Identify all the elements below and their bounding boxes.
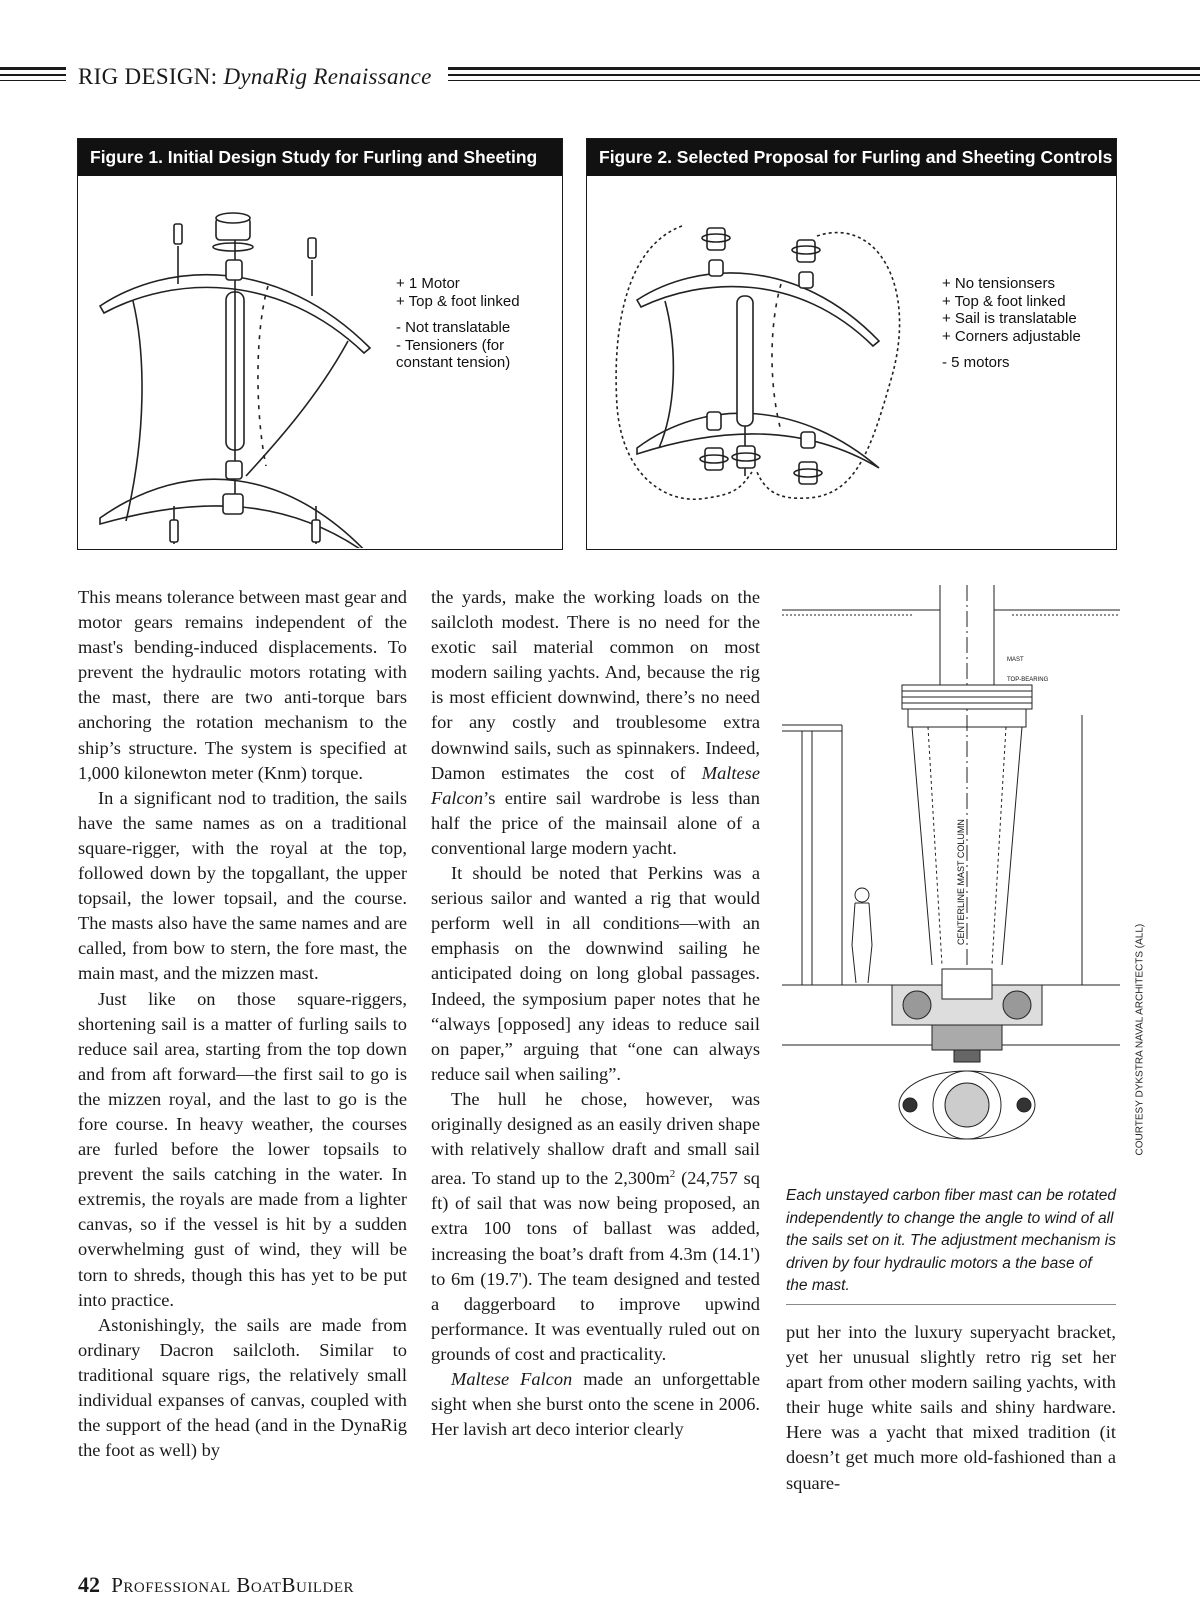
figure-2-caption: Figure 2. Selected Proposal for Furling and Sheeting Controls bbox=[587, 139, 1116, 176]
text-run: made an unforgettable sight when she burst onto the scene in 2006. Her lavish art deco interior clearly bbox=[431, 1369, 761, 1440]
paragraph: Just like on those square-riggers, shortening sail is a matter of furling sails to reduce sail area, starting from the top down and from aft forward—the first sail to go is the mizzen royal, and the last to go is the fore course. In heavy weather, the courses are furled before the lower topsails to prevent the sails catching in the water. In extremis, the royals are made from a lighter canvas, so if the vessel is hit by a sudden overwhelming gust of wind, they will be torn to shreds, though this has yet to be put into practice. bbox=[78, 988, 407, 1310]
text-run: ’s entire sail wardrobe is less than half the price of the mainsail alone of a conventional large modern yacht. bbox=[431, 787, 760, 858]
text-run: the yards, make the working loads on the sailcloth modest. There is no need for the exotic sail material common on most modern sailing yachts. And, because the rig is most efficient downwind, there’s no need for any costly and troublesome extra downwind sails, such as spinnakers. Indeed, Damon estimates the cost of bbox=[431, 587, 760, 783]
figure-2-notes bbox=[942, 275, 1081, 372]
header-rule-right-3 bbox=[448, 80, 1200, 81]
header-rule-right bbox=[448, 67, 1200, 70]
text-run: (24,757 sq ft) of sail that was now being proposed, an extra 100 tons of ballast was added, increasing the boat’s draft from 4.3m (14.1') to 6m (19.7'). The team designed and tested a daggerboard to improve upwind performance. It was eventually ruled out on grounds of cost and practicality. bbox=[431, 1168, 761, 1364]
figure-1 bbox=[77, 138, 563, 550]
mast-base-drawing bbox=[782, 585, 1120, 1167]
vessel-name: Maltese Falcon bbox=[451, 1369, 573, 1390]
text-run: The hull he chose, however, was originally designed as an easily driven shape with relatively shallow draft and small sail area. To stand up to the 2,300m bbox=[431, 1088, 760, 1189]
note: + Sail is translatable bbox=[942, 310, 1077, 327]
note: - Not translatable bbox=[396, 319, 511, 336]
note-gap bbox=[396, 310, 520, 319]
note: + Corners adjustable bbox=[942, 327, 1081, 345]
note: + No tensionsers bbox=[942, 275, 1055, 292]
paragraph bbox=[431, 585, 760, 861]
header-rule-left bbox=[0, 67, 66, 70]
figure-1-notes bbox=[396, 275, 520, 372]
note: constant tension) bbox=[396, 354, 511, 371]
text-column-2 bbox=[431, 585, 760, 1442]
figure-caption: Each unstayed carbon fiber mast can be rotated independently to change the angle to wind of all the sails set on it. The adjustment mechanism is driven by four hydraulic motors a the base of the mast. bbox=[786, 1187, 1117, 1294]
header-title bbox=[78, 64, 432, 90]
paragraph: put her into the luxury superyacht bracket, yet her unusual slightly retro rig set her apart from other modern sailing yachts, with their huge white sails and shiny hardware. Here was a yacht that mixed tradition (it doesn’t get much more old-fashioned than a square- bbox=[786, 1322, 1116, 1493]
figure-1-sail-drawing bbox=[78, 176, 388, 548]
section-label: RIG DESIGN: bbox=[78, 64, 218, 89]
text-column-3 bbox=[786, 1320, 1116, 1496]
note: + Top & foot linked bbox=[942, 292, 1066, 310]
page-number: 42 bbox=[78, 1572, 100, 1597]
photo-credit bbox=[1130, 923, 1146, 1160]
figure-2-sail-drawing bbox=[587, 176, 917, 548]
paragraph bbox=[431, 1367, 760, 1442]
top-bearing-label: TOP-BEARING bbox=[1007, 677, 1049, 683]
note-gap bbox=[942, 345, 1081, 354]
note: + 1 Motor bbox=[396, 275, 460, 292]
page-footer bbox=[78, 1572, 354, 1598]
note: - 5 motors bbox=[942, 354, 1010, 371]
header-rule-left-2 bbox=[0, 74, 66, 76]
caption-rule bbox=[786, 1304, 1116, 1305]
header-rule-left-3 bbox=[0, 80, 66, 81]
header-rule-right-2 bbox=[448, 74, 1200, 76]
section-subtitle: DynaRig Renaissance bbox=[223, 64, 432, 89]
note: - Tensioners (for bbox=[396, 336, 505, 354]
text-column-1 bbox=[78, 585, 407, 1463]
paragraph: This means tolerance between mast gear and motor gears remains independent of the mast's bending-induced displacements. To prevent the hydraulic motors rotating with the mast, there are two anti-torque bars anchoring the rotation mechanism to the ship’s structure. The system is specified at 1,000 kilonewton meter (Knm) torque. bbox=[78, 587, 407, 783]
paragraph: It should be noted that Perkins was a serious sailor and wanted a rig that would perform well in all conditions—with an emphasis on the downwind sailing he anticipated doing on long global passages. Indeed, the symposium paper notes that he “always [opposed] any ideas to reduce sail on paper,” arguing that “one can always reduce sail when sailing”. bbox=[431, 863, 760, 1084]
publication-name: Professional BoatBuilder bbox=[111, 1573, 355, 1597]
paragraph: Astonishingly, the sails are made from ordinary Dacron sailcloth. Similar to traditional square rigs, the relatively small individual expanses of canvas, coupled with the support of the head (and in the DynaRig the foot as well) by bbox=[78, 1314, 407, 1461]
vessel-name: Maltese Falcon bbox=[431, 762, 760, 808]
figure-2 bbox=[586, 138, 1117, 550]
paragraph bbox=[431, 1087, 760, 1367]
paragraph: In a significant nod to tradition, the sails have the same names as on a traditional square-rigger, with the royal at the top, followed down by the topgallant, the upper topsail, the lower topsail, and the course. The masts also have the same names and are called, from bow to stern, the fore mast, the main mast, and the mizzen mast. bbox=[78, 787, 407, 984]
running-header bbox=[0, 62, 1200, 92]
mast-label: MAST bbox=[1007, 657, 1024, 663]
centerline-label: CENTERLINE MAST COLUMN bbox=[956, 819, 966, 945]
superscript: 2 bbox=[669, 1168, 676, 1181]
note: + Top & foot linked bbox=[396, 292, 520, 310]
figure-1-caption: Figure 1. Initial Design Study for Furling and Sheeting bbox=[78, 139, 562, 176]
credit-text: COURTESY DYKSTRA NAVAL ARCHITECTS (ALL) bbox=[1134, 923, 1146, 1156]
